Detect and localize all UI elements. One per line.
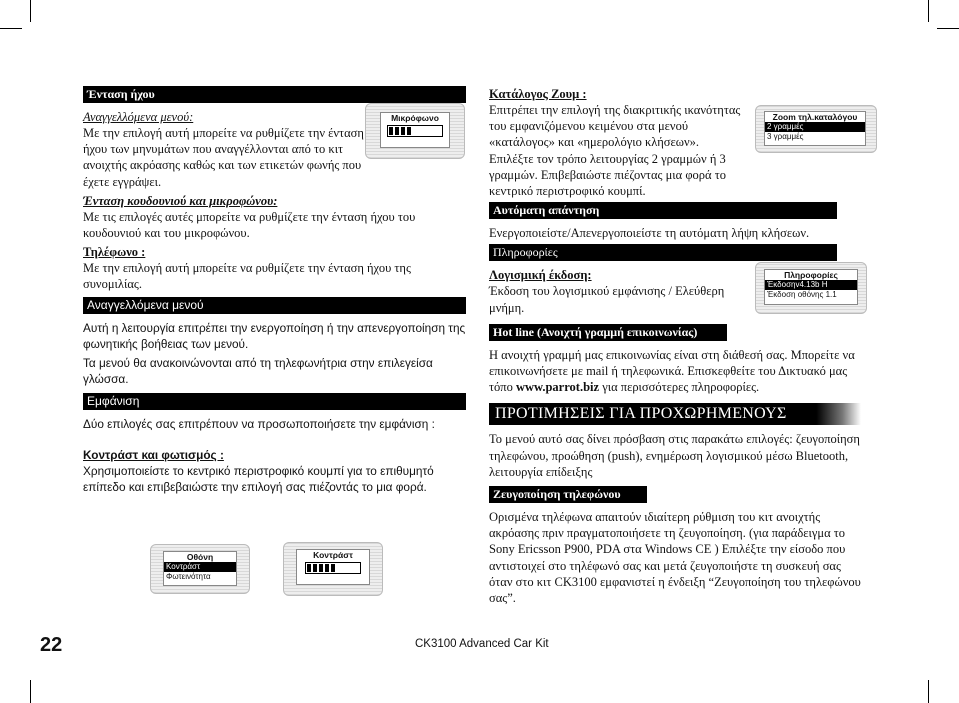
level-segment xyxy=(319,564,323,572)
lcd-screen-zoom xyxy=(755,105,877,153)
screen-title: Οθόνη xyxy=(186,552,214,562)
lcd-screen-display xyxy=(150,544,250,594)
paragraph: Το μενού αυτό σας δίνει πρόσβαση στις παρακάτω επιλογές: ζευγοποίηση τηλεφώνου, προώθηση (push), ενημέρωση λογισμικού μέσω Bluetooth, λειτουργία επίδειξης xyxy=(489,432,860,479)
right-column xyxy=(489,86,861,609)
subheading-zoom-catalog: Κατάλογος Ζουμ : xyxy=(489,87,587,101)
section-title-auto-answer: Αυτόματη απάντηση xyxy=(489,202,837,219)
lcd-screen-information xyxy=(755,262,867,314)
section-title-announced-menus: Αναγγελλόμενα μενού xyxy=(83,297,466,314)
screen-title: Μικρόφωνο xyxy=(391,113,439,123)
crop-mark xyxy=(928,680,929,703)
screen-item: Έκδοση οθόνης 1.1 xyxy=(767,290,837,299)
subheading-ring-mic: Ένταση κουδουνιού και μικροφώνου: xyxy=(83,193,278,208)
paragraph: Αυτή η λειτουργία επιτρέπει την ενεργοποίηση ή την απενεργοποίηση της φωνητικής βοήθειας των μενού. xyxy=(83,320,466,351)
screen-selected-item: Κοντράστ xyxy=(164,562,236,572)
screen-selected-item: Έκδοσηv4.13b H xyxy=(765,280,857,290)
paragraph: Τα μενού θα ανακοινώνονται από τη τηλεφωνήτρια στην επιλεγείσα γλώσσα. xyxy=(83,356,433,387)
paragraph-hotline xyxy=(489,347,861,396)
level-segment xyxy=(395,127,399,135)
volume-level-bar xyxy=(387,125,443,137)
crop-mark xyxy=(30,680,31,703)
screen-title: Πληροφορίες xyxy=(784,270,838,280)
section-title-display: Εμφάνιση xyxy=(83,393,466,410)
section-title-phone-pairing: Ζευγοποίηση τηλεφώνου xyxy=(489,486,647,503)
footer-title: CK3100 Advanced Car Kit xyxy=(415,638,549,650)
contrast-level-bar xyxy=(305,562,361,574)
screen-title: Zoom τηλ.καταλόγου xyxy=(772,112,858,122)
website-link[interactable]: www.parrot.biz xyxy=(515,380,600,395)
crop-mark xyxy=(937,28,959,29)
paragraph: Έκδοση του λογισμικού εμφάνισης / Ελεύθερη μνήμη. xyxy=(489,284,725,315)
page-number: 22 xyxy=(40,634,63,656)
section-title-information: Πληροφορίες xyxy=(489,244,837,261)
screen-title: Κοντράστ xyxy=(313,550,353,560)
paragraph: Με την επιλογή αυτή μπορείτε να ρυθμίζετε την ένταση ήχου της συνομιλίας. xyxy=(83,261,411,292)
paragraph: Δύο επιλογές σας επιτρέπουν να προσωποποιήσετε την εμφάνιση : xyxy=(83,417,435,432)
paragraph: Επιτρέπει την επιλογή της διακριτικής ικανότητας του εμφανιζόμενου κειμένου στα μενού «κατάλογος» και «ημερολόγιο κλήσεων». Επιλέξτε τον τρόπο λειτουργίας 2 γραμμών ή 3 γραμμών. Επιβεβαιώστε πιέζοντας μια φορά το κεντρικό περιστροφικό κουμπί. xyxy=(489,103,741,199)
screen-selected-item: 2 γραμμές xyxy=(765,122,865,132)
section-title-volume: Ένταση ήχου xyxy=(83,86,466,103)
hotline-tail: για περισσότερες πληροφορίες. xyxy=(602,380,760,395)
paragraph: Χρησιμοποιείστε το κεντρικό περιστροφικό κουμπί για το επιθυμητό επίπεδο και επιβεβαιώστε την επιλογή σας πιέζοντάς το μια φορά. xyxy=(83,463,434,494)
subheading-announced-menus: Αναγγελλόμενα μενού: xyxy=(83,110,194,124)
subheading-phone: Τηλέφωνο : xyxy=(83,245,146,260)
level-segment xyxy=(325,564,329,572)
level-segment xyxy=(389,127,393,135)
level-segment xyxy=(307,564,311,572)
lcd-screen-microphone xyxy=(365,103,465,159)
subheading-software-version: Λογισμική έκδοση: xyxy=(489,268,592,283)
paragraph: Ενεργοποιείστε/Απενεργοποιείστε τη αυτόματη λήψη κλήσεων. xyxy=(489,226,810,241)
paragraph: Ορισμένα τηλέφωνα απαιτούν ιδιαίτερη ρύθμιση του κιτ ανοιχτής ακρόασης πριν πραγματοποιήσετε τη ζευγοποίηση. (για παράδειγμα το Sony Ericsson P900, PDA στα Windows CE ) Επιλέξτε την είσοδο που αντιστοιχεί στο τηλέφωνό σας και μετά ζευγοποιήστε τη συσκευή σας όταν στο κιτ CK3100 εμφανιστεί η ένδειξη “Ζευγοποίηση του τηλεφώνου σας”. xyxy=(489,510,861,606)
hotline-text: Η ανοιχτή γραμμή μας επικοινωνίας είναι στη διάθεσή σας. Μπορείτε να επικοινωνήσετε με mail ή τηλεφωνικά. Επισκεφθείτε του Δικτυακό μας τόπο xyxy=(489,347,855,395)
paragraph: Με την επιλογή αυτή μπορείτε να ρυθμίζετε την ένταση ήχου των μηνυμάτων που αναγγέλλονται από το κιτ ανοιχτής ακρόασης καθώς και των ετικετών φωνής που έχετε εγγράψει. xyxy=(83,126,364,189)
crop-mark xyxy=(30,0,31,22)
level-segment xyxy=(407,127,411,135)
section-title-hotline: Hot line (Ανοιχτή γραμμή επικοινωνίας) xyxy=(489,324,727,341)
screen-item: Φωτεινότητα xyxy=(166,572,211,581)
lcd-screen-contrast xyxy=(283,542,383,596)
level-segment xyxy=(401,127,405,135)
level-segment xyxy=(331,564,335,572)
level-segment xyxy=(313,564,317,572)
subheading-contrast-lighting: Κοντράστ και φωτισμός : xyxy=(83,447,224,462)
crop-mark xyxy=(0,28,22,29)
section-title-advanced-preferences: ΠΡΟΤΙΜΗΣΕΙΣ ΓΙΑ ΠΡΟΧΩΡΗΜΕΝΟΥΣ xyxy=(489,403,861,425)
screen-item: 3 γραμμές xyxy=(767,132,804,141)
paragraph: Με τις επιλογές αυτές μπορείτε να ρυθμίζετε την ένταση ήχου του κουδουνιού και του μικροφώνου. xyxy=(83,209,416,241)
crop-mark xyxy=(928,0,929,22)
